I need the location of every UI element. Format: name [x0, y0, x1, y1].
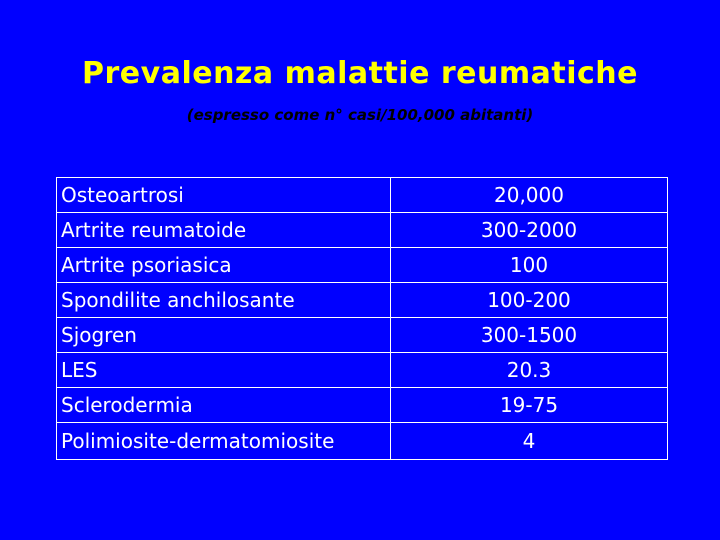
disease-name: Osteoartrosi [57, 178, 391, 213]
table-row [57, 423, 668, 460]
disease-name: Polimiosite-dermatomiosite [57, 423, 391, 460]
prevalence-table [56, 177, 668, 460]
table-row [57, 213, 668, 248]
prevalence-value: 100 [391, 248, 668, 283]
disease-name: Spondilite anchilosante [57, 283, 391, 318]
table-row [57, 248, 668, 283]
prevalence-value: 19-75 [391, 388, 668, 423]
table-row [57, 388, 668, 423]
prevalence-value: 20,000 [391, 178, 668, 213]
prevalence-value: 300-1500 [391, 318, 668, 353]
table-row [57, 178, 668, 213]
disease-name: LES [57, 353, 391, 388]
table-row [57, 318, 668, 353]
prevalence-value: 100-200 [391, 283, 668, 318]
disease-name: Artrite reumatoide [57, 213, 391, 248]
slide-subtitle: (espresso come n° casi/100,000 abitanti) [186, 106, 534, 124]
prevalence-value: 300-2000 [391, 213, 668, 248]
prevalence-value: 4 [391, 423, 668, 460]
disease-name: Sjogren [57, 318, 391, 353]
slide-title: Prevalenza malattie reumatiche [82, 56, 638, 91]
table-row [57, 283, 668, 318]
table-row [57, 353, 668, 388]
prevalence-value: 20.3 [391, 353, 668, 388]
disease-name: Artrite psoriasica [57, 248, 391, 283]
disease-name: Sclerodermia [57, 388, 391, 423]
